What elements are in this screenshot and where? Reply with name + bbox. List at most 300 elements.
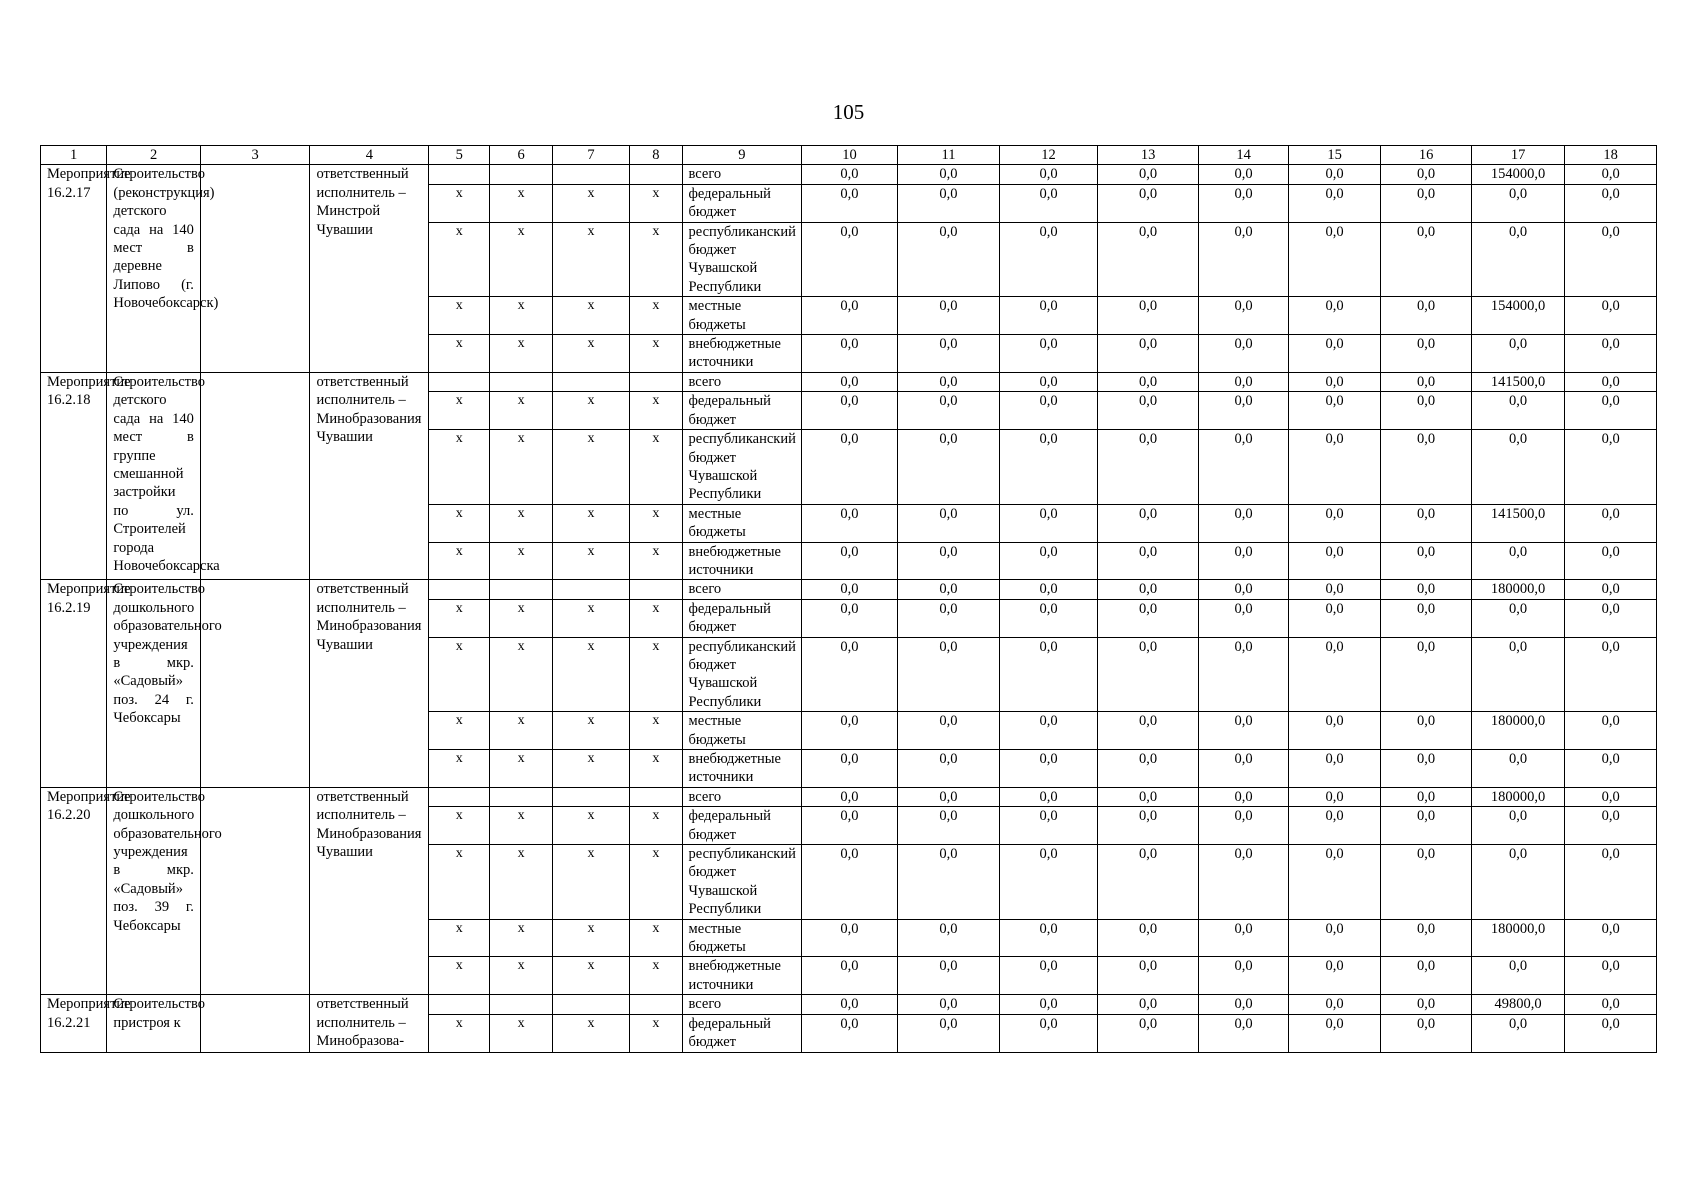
column-number: 14 bbox=[1199, 146, 1288, 165]
amount-cell: 0,0 bbox=[1565, 222, 1657, 297]
code-cell bbox=[490, 995, 552, 1014]
amount-cell: 180000,0 bbox=[1471, 712, 1565, 750]
code-cell: x bbox=[630, 392, 682, 430]
amount-cell: 0,0 bbox=[1199, 184, 1288, 222]
code-cell bbox=[490, 165, 552, 184]
amount-cell: 0,0 bbox=[1471, 222, 1565, 297]
code-cell bbox=[490, 787, 552, 806]
code-cell bbox=[552, 165, 629, 184]
table-row bbox=[41, 165, 1657, 184]
amount-cell: 0,0 bbox=[1288, 430, 1381, 505]
column-number: 11 bbox=[897, 146, 1000, 165]
amount-cell: 0,0 bbox=[1199, 392, 1288, 430]
code-cell bbox=[630, 787, 682, 806]
amount-cell: 0,0 bbox=[1565, 637, 1657, 712]
code-cell: x bbox=[490, 1014, 552, 1052]
code-cell: x bbox=[490, 504, 552, 542]
amount-cell: 0,0 bbox=[1565, 807, 1657, 845]
code-cell: x bbox=[429, 392, 490, 430]
amount-cell: 0,0 bbox=[1097, 184, 1199, 222]
amount-cell: 0,0 bbox=[1000, 372, 1098, 391]
code-cell: x bbox=[490, 845, 552, 920]
amount-cell: 0,0 bbox=[802, 372, 898, 391]
amount-cell: 0,0 bbox=[1097, 392, 1199, 430]
amount-cell: 0,0 bbox=[1381, 807, 1472, 845]
code-cell: x bbox=[490, 222, 552, 297]
funding-source-cell: федеральный бюджет bbox=[682, 184, 802, 222]
code-cell bbox=[552, 787, 629, 806]
code-cell: x bbox=[552, 430, 629, 505]
amount-cell: 0,0 bbox=[1288, 599, 1381, 637]
amount-cell: 0,0 bbox=[897, 392, 1000, 430]
amount-cell: 0,0 bbox=[1097, 580, 1199, 599]
funding-source-cell: местные бюджеты bbox=[682, 297, 802, 335]
amount-cell: 0,0 bbox=[897, 184, 1000, 222]
amount-cell: 0,0 bbox=[1288, 957, 1381, 995]
amount-cell: 0,0 bbox=[802, 1014, 898, 1052]
amount-cell: 0,0 bbox=[1000, 957, 1098, 995]
code-cell: x bbox=[630, 430, 682, 505]
amount-cell: 0,0 bbox=[802, 392, 898, 430]
amount-cell: 0,0 bbox=[1097, 637, 1199, 712]
column-number: 9 bbox=[682, 146, 802, 165]
code-cell: x bbox=[630, 637, 682, 712]
empty-cell bbox=[200, 787, 310, 994]
amount-cell: 0,0 bbox=[1097, 807, 1199, 845]
code-cell: x bbox=[630, 599, 682, 637]
amount-cell: 0,0 bbox=[1199, 599, 1288, 637]
code-cell: x bbox=[490, 297, 552, 335]
code-cell: x bbox=[429, 712, 490, 750]
funding-source-cell: всего bbox=[682, 580, 802, 599]
amount-cell: 0,0 bbox=[897, 845, 1000, 920]
amount-cell: 0,0 bbox=[1199, 580, 1288, 599]
code-cell: x bbox=[552, 297, 629, 335]
amount-cell: 0,0 bbox=[1565, 1014, 1657, 1052]
amount-cell: 0,0 bbox=[1381, 165, 1472, 184]
amount-cell: 0,0 bbox=[1471, 750, 1565, 788]
event-name-cell: Строительство (реконструкция) детского сада на 140 мест в деревне Липово (г. Новочебоксарск) bbox=[107, 165, 201, 372]
amount-cell: 0,0 bbox=[1000, 845, 1098, 920]
amount-cell: 0,0 bbox=[1381, 1014, 1472, 1052]
funding-source-cell: внебюджетные источники bbox=[682, 542, 802, 580]
executor-cell: ответственный исполнитель – Минобразования Чувашии bbox=[310, 372, 429, 579]
code-cell: x bbox=[630, 807, 682, 845]
amount-cell: 0,0 bbox=[1471, 599, 1565, 637]
code-cell: x bbox=[490, 392, 552, 430]
code-cell: x bbox=[630, 335, 682, 373]
code-cell: x bbox=[429, 919, 490, 957]
funding-source-cell: республиканский бюджет Чувашской Республики bbox=[682, 222, 802, 297]
code-cell: x bbox=[429, 1014, 490, 1052]
column-number: 4 bbox=[310, 146, 429, 165]
amount-cell: 0,0 bbox=[1288, 750, 1381, 788]
amount-cell: 0,0 bbox=[1199, 542, 1288, 580]
amount-cell: 0,0 bbox=[1000, 504, 1098, 542]
code-cell: x bbox=[429, 750, 490, 788]
code-cell: x bbox=[429, 222, 490, 297]
funding-source-cell: всего bbox=[682, 787, 802, 806]
code-cell bbox=[429, 165, 490, 184]
code-cell: x bbox=[490, 919, 552, 957]
amount-cell: 0,0 bbox=[1288, 637, 1381, 712]
amount-cell: 154000,0 bbox=[1471, 297, 1565, 335]
amount-cell: 0,0 bbox=[1471, 807, 1565, 845]
amount-cell: 0,0 bbox=[897, 712, 1000, 750]
amount-cell: 0,0 bbox=[1471, 957, 1565, 995]
column-number: 18 bbox=[1565, 146, 1657, 165]
amount-cell: 0,0 bbox=[1097, 712, 1199, 750]
amount-cell: 0,0 bbox=[1288, 787, 1381, 806]
amount-cell: 0,0 bbox=[1381, 372, 1472, 391]
amount-cell: 0,0 bbox=[1097, 750, 1199, 788]
amount-cell: 0,0 bbox=[1000, 919, 1098, 957]
funding-source-cell: местные бюджеты bbox=[682, 919, 802, 957]
amount-cell: 49800,0 bbox=[1471, 995, 1565, 1014]
amount-cell: 0,0 bbox=[1097, 787, 1199, 806]
event-name-cell: Строительство пристроя к bbox=[107, 995, 201, 1052]
amount-cell: 0,0 bbox=[1565, 845, 1657, 920]
amount-cell: 0,0 bbox=[1381, 750, 1472, 788]
code-cell: x bbox=[429, 184, 490, 222]
amount-cell: 0,0 bbox=[897, 504, 1000, 542]
amount-cell: 0,0 bbox=[1097, 297, 1199, 335]
code-cell: x bbox=[552, 504, 629, 542]
amount-cell: 0,0 bbox=[1565, 297, 1657, 335]
amount-cell: 0,0 bbox=[1381, 845, 1472, 920]
column-number: 10 bbox=[802, 146, 898, 165]
amount-cell: 0,0 bbox=[802, 919, 898, 957]
amount-cell: 0,0 bbox=[1199, 372, 1288, 391]
executor-cell: ответственный исполнитель – Минобразования Чувашии bbox=[310, 787, 429, 994]
column-number: 1 bbox=[41, 146, 107, 165]
funding-source-cell: внебюджетные источники bbox=[682, 750, 802, 788]
column-number: 6 bbox=[490, 146, 552, 165]
amount-cell: 0,0 bbox=[1288, 222, 1381, 297]
amount-cell: 0,0 bbox=[1199, 504, 1288, 542]
executor-cell: ответственный исполнитель – Минобразования Чувашии bbox=[310, 580, 429, 787]
funding-source-cell: республиканский бюджет Чувашской Республики bbox=[682, 637, 802, 712]
event-number-cell: Мероприятие 16.2.19 bbox=[41, 580, 107, 787]
amount-cell: 0,0 bbox=[1199, 1014, 1288, 1052]
amount-cell: 0,0 bbox=[1000, 542, 1098, 580]
code-cell: x bbox=[490, 957, 552, 995]
amount-cell: 0,0 bbox=[1097, 430, 1199, 505]
amount-cell: 0,0 bbox=[1288, 712, 1381, 750]
code-cell: x bbox=[552, 919, 629, 957]
column-number-row bbox=[41, 146, 1657, 165]
empty-cell bbox=[200, 995, 310, 1052]
code-cell: x bbox=[630, 957, 682, 995]
amount-cell: 0,0 bbox=[1471, 335, 1565, 373]
amount-cell: 0,0 bbox=[897, 580, 1000, 599]
column-number: 17 bbox=[1471, 146, 1565, 165]
amount-cell: 0,0 bbox=[1199, 222, 1288, 297]
amount-cell: 0,0 bbox=[1565, 372, 1657, 391]
code-cell bbox=[630, 372, 682, 391]
code-cell: x bbox=[490, 807, 552, 845]
empty-cell bbox=[200, 165, 310, 372]
amount-cell: 0,0 bbox=[1097, 372, 1199, 391]
amount-cell: 0,0 bbox=[1097, 504, 1199, 542]
amount-cell: 0,0 bbox=[1288, 335, 1381, 373]
code-cell: x bbox=[552, 599, 629, 637]
amount-cell: 0,0 bbox=[1288, 504, 1381, 542]
amount-cell: 0,0 bbox=[802, 599, 898, 637]
amount-cell: 0,0 bbox=[1097, 957, 1199, 995]
amount-cell: 0,0 bbox=[1288, 845, 1381, 920]
amount-cell: 0,0 bbox=[1000, 787, 1098, 806]
amount-cell: 0,0 bbox=[802, 222, 898, 297]
code-cell: x bbox=[552, 750, 629, 788]
amount-cell: 0,0 bbox=[1199, 807, 1288, 845]
code-cell bbox=[630, 580, 682, 599]
code-cell: x bbox=[490, 712, 552, 750]
code-cell bbox=[429, 372, 490, 391]
amount-cell: 0,0 bbox=[1288, 807, 1381, 845]
event-name-cell: Строительство дошкольного образовательного учреждения в мкр. «Садовый» поз. 39 г. Чебоксары bbox=[107, 787, 201, 994]
amount-cell: 0,0 bbox=[897, 165, 1000, 184]
amount-cell: 0,0 bbox=[1471, 184, 1565, 222]
code-cell: x bbox=[630, 504, 682, 542]
code-cell: x bbox=[630, 750, 682, 788]
amount-cell: 0,0 bbox=[1381, 580, 1472, 599]
amount-cell: 141500,0 bbox=[1471, 372, 1565, 391]
amount-cell: 0,0 bbox=[1000, 165, 1098, 184]
amount-cell: 0,0 bbox=[1381, 995, 1472, 1014]
amount-cell: 0,0 bbox=[1381, 297, 1472, 335]
amount-cell: 0,0 bbox=[1471, 1014, 1565, 1052]
column-number: 15 bbox=[1288, 146, 1381, 165]
amount-cell: 0,0 bbox=[1288, 542, 1381, 580]
table-body bbox=[41, 165, 1657, 1052]
event-name-cell: Строительство детского сада на 140 мест в группе смешанной застройки по ул. Строителей города Новочебоксарска bbox=[107, 372, 201, 579]
amount-cell: 0,0 bbox=[897, 372, 1000, 391]
amount-cell: 0,0 bbox=[1565, 750, 1657, 788]
amount-cell: 0,0 bbox=[802, 750, 898, 788]
funding-source-cell: федеральный бюджет bbox=[682, 807, 802, 845]
code-cell: x bbox=[630, 184, 682, 222]
amount-cell: 180000,0 bbox=[1471, 919, 1565, 957]
amount-cell: 0,0 bbox=[802, 957, 898, 995]
code-cell: x bbox=[490, 599, 552, 637]
amount-cell: 0,0 bbox=[1199, 335, 1288, 373]
amount-cell: 0,0 bbox=[1565, 919, 1657, 957]
amount-cell: 0,0 bbox=[1097, 1014, 1199, 1052]
code-cell bbox=[490, 372, 552, 391]
code-cell bbox=[429, 995, 490, 1014]
column-number: 12 bbox=[1000, 146, 1098, 165]
amount-cell: 0,0 bbox=[1565, 430, 1657, 505]
column-number: 5 bbox=[429, 146, 490, 165]
amount-cell: 0,0 bbox=[1471, 542, 1565, 580]
amount-cell: 0,0 bbox=[1381, 787, 1472, 806]
amount-cell: 0,0 bbox=[897, 297, 1000, 335]
amount-cell: 0,0 bbox=[1000, 750, 1098, 788]
code-cell bbox=[630, 995, 682, 1014]
empty-cell bbox=[200, 580, 310, 787]
event-number-cell: Мероприятие 16.2.17 bbox=[41, 165, 107, 372]
amount-cell: 0,0 bbox=[1000, 599, 1098, 637]
code-cell: x bbox=[552, 392, 629, 430]
amount-cell: 0,0 bbox=[1199, 712, 1288, 750]
amount-cell: 0,0 bbox=[802, 165, 898, 184]
code-cell: x bbox=[552, 807, 629, 845]
amount-cell: 0,0 bbox=[1381, 599, 1472, 637]
page-number: 105 bbox=[832, 100, 865, 124]
amount-cell: 180000,0 bbox=[1471, 580, 1565, 599]
code-cell: x bbox=[630, 845, 682, 920]
amount-cell: 0,0 bbox=[1565, 542, 1657, 580]
code-cell: x bbox=[490, 430, 552, 505]
amount-cell: 0,0 bbox=[897, 1014, 1000, 1052]
funding-source-cell: федеральный бюджет bbox=[682, 1014, 802, 1052]
code-cell: x bbox=[429, 957, 490, 995]
code-cell: x bbox=[490, 542, 552, 580]
amount-cell: 0,0 bbox=[1565, 580, 1657, 599]
code-cell: x bbox=[630, 1014, 682, 1052]
amount-cell: 0,0 bbox=[802, 542, 898, 580]
funding-source-cell: всего bbox=[682, 165, 802, 184]
funding-source-cell: республиканский бюджет Чувашской Республики bbox=[682, 845, 802, 920]
amount-cell: 0,0 bbox=[897, 957, 1000, 995]
executor-cell: ответственный исполнитель – Минстрой Чувашии bbox=[310, 165, 429, 372]
amount-cell: 0,0 bbox=[1097, 542, 1199, 580]
funding-source-cell: местные бюджеты bbox=[682, 504, 802, 542]
amount-cell: 0,0 bbox=[1000, 184, 1098, 222]
amount-cell: 0,0 bbox=[1199, 995, 1288, 1014]
code-cell: x bbox=[490, 184, 552, 222]
amount-cell: 0,0 bbox=[1471, 637, 1565, 712]
amount-cell: 0,0 bbox=[1000, 430, 1098, 505]
code-cell: x bbox=[552, 712, 629, 750]
code-cell: x bbox=[552, 335, 629, 373]
amount-cell: 0,0 bbox=[1097, 995, 1199, 1014]
amount-cell: 0,0 bbox=[1097, 919, 1199, 957]
amount-cell: 0,0 bbox=[1288, 165, 1381, 184]
amount-cell: 0,0 bbox=[1097, 165, 1199, 184]
amount-cell: 0,0 bbox=[1199, 165, 1288, 184]
amount-cell: 0,0 bbox=[1199, 430, 1288, 505]
amount-cell: 0,0 bbox=[802, 430, 898, 505]
amount-cell: 0,0 bbox=[1000, 297, 1098, 335]
code-cell: x bbox=[429, 335, 490, 373]
amount-cell: 0,0 bbox=[1199, 637, 1288, 712]
amount-cell: 0,0 bbox=[802, 845, 898, 920]
code-cell: x bbox=[429, 430, 490, 505]
amount-cell: 0,0 bbox=[1000, 580, 1098, 599]
amount-cell: 0,0 bbox=[1381, 957, 1472, 995]
amount-cell: 0,0 bbox=[1565, 599, 1657, 637]
code-cell: x bbox=[630, 542, 682, 580]
code-cell: x bbox=[552, 222, 629, 297]
amount-cell: 0,0 bbox=[897, 807, 1000, 845]
amount-cell: 0,0 bbox=[802, 995, 898, 1014]
code-cell: x bbox=[429, 297, 490, 335]
amount-cell: 0,0 bbox=[802, 787, 898, 806]
code-cell: x bbox=[490, 335, 552, 373]
event-number-cell: Мероприятие 16.2.20 bbox=[41, 787, 107, 994]
amount-cell: 0,0 bbox=[1288, 919, 1381, 957]
amount-cell: 0,0 bbox=[1288, 580, 1381, 599]
amount-cell: 0,0 bbox=[802, 637, 898, 712]
amount-cell: 0,0 bbox=[802, 184, 898, 222]
amount-cell: 0,0 bbox=[1565, 995, 1657, 1014]
amount-cell: 0,0 bbox=[897, 919, 1000, 957]
amount-cell: 0,0 bbox=[1000, 995, 1098, 1014]
amount-cell: 0,0 bbox=[1381, 430, 1472, 505]
amount-cell: 0,0 bbox=[1565, 392, 1657, 430]
budget-table bbox=[40, 145, 1657, 1053]
code-cell: x bbox=[429, 542, 490, 580]
column-number: 8 bbox=[630, 146, 682, 165]
funding-source-cell: всего bbox=[682, 995, 802, 1014]
amount-cell: 0,0 bbox=[1471, 430, 1565, 505]
funding-source-cell: республиканский бюджет Чувашской Республики bbox=[682, 430, 802, 505]
code-cell: x bbox=[552, 845, 629, 920]
code-cell bbox=[552, 372, 629, 391]
amount-cell: 0,0 bbox=[1097, 845, 1199, 920]
amount-cell: 0,0 bbox=[1471, 845, 1565, 920]
code-cell: x bbox=[429, 845, 490, 920]
column-number: 13 bbox=[1097, 146, 1199, 165]
amount-cell: 0,0 bbox=[1000, 1014, 1098, 1052]
amount-cell: 141500,0 bbox=[1471, 504, 1565, 542]
amount-cell: 154000,0 bbox=[1471, 165, 1565, 184]
event-name-cell: Строительство дошкольного образовательного учреждения в мкр. «Садовый» поз. 24 г. Чебоксары bbox=[107, 580, 201, 787]
code-cell: x bbox=[552, 637, 629, 712]
table-row bbox=[41, 995, 1657, 1014]
funding-source-cell: федеральный бюджет bbox=[682, 599, 802, 637]
table-row bbox=[41, 372, 1657, 391]
amount-cell: 0,0 bbox=[1565, 957, 1657, 995]
amount-cell: 0,0 bbox=[897, 335, 1000, 373]
amount-cell: 0,0 bbox=[1199, 297, 1288, 335]
code-cell bbox=[429, 580, 490, 599]
amount-cell: 0,0 bbox=[1565, 504, 1657, 542]
amount-cell: 0,0 bbox=[1199, 787, 1288, 806]
amount-cell: 0,0 bbox=[1288, 184, 1381, 222]
amount-cell: 0,0 bbox=[1288, 995, 1381, 1014]
amount-cell: 0,0 bbox=[1288, 392, 1381, 430]
amount-cell: 0,0 bbox=[1000, 807, 1098, 845]
amount-cell: 0,0 bbox=[897, 750, 1000, 788]
amount-cell: 0,0 bbox=[1199, 919, 1288, 957]
amount-cell: 0,0 bbox=[1565, 712, 1657, 750]
code-cell: x bbox=[429, 504, 490, 542]
amount-cell: 0,0 bbox=[1199, 750, 1288, 788]
code-cell bbox=[552, 995, 629, 1014]
column-number: 16 bbox=[1381, 146, 1472, 165]
event-number-cell: Мероприятие 16.2.18 bbox=[41, 372, 107, 579]
amount-cell: 0,0 bbox=[1381, 184, 1472, 222]
amount-cell: 0,0 bbox=[1381, 335, 1472, 373]
amount-cell: 0,0 bbox=[1381, 919, 1472, 957]
empty-cell bbox=[200, 372, 310, 579]
column-number: 2 bbox=[107, 146, 201, 165]
amount-cell: 0,0 bbox=[1565, 787, 1657, 806]
column-number: 3 bbox=[200, 146, 310, 165]
code-cell: x bbox=[552, 1014, 629, 1052]
amount-cell: 0,0 bbox=[897, 222, 1000, 297]
column-number: 7 bbox=[552, 146, 629, 165]
code-cell bbox=[630, 165, 682, 184]
code-cell bbox=[429, 787, 490, 806]
amount-cell: 0,0 bbox=[1381, 504, 1472, 542]
amount-cell: 0,0 bbox=[1000, 712, 1098, 750]
code-cell: x bbox=[490, 750, 552, 788]
amount-cell: 0,0 bbox=[897, 787, 1000, 806]
